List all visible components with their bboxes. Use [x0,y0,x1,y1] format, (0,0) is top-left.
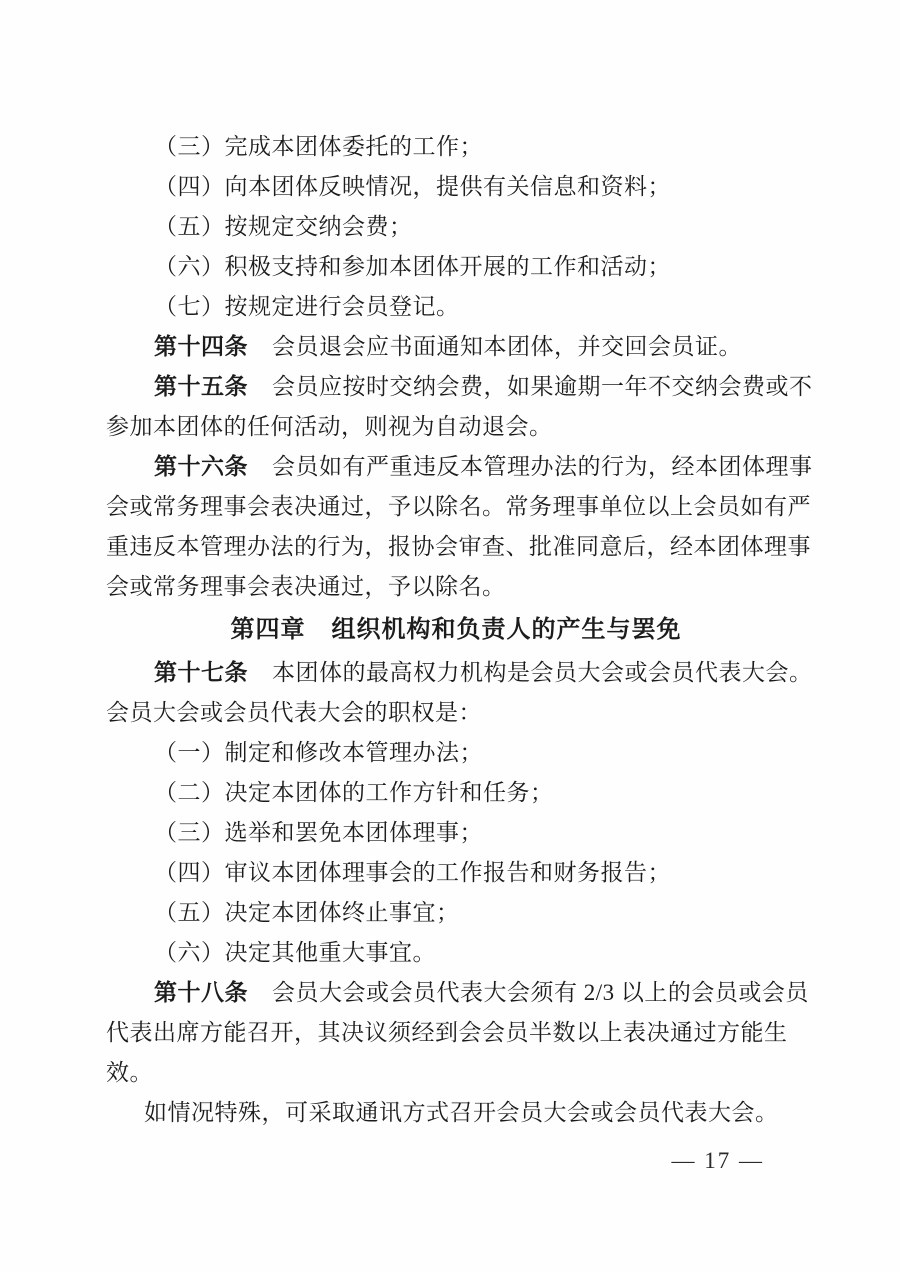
article-number: 第十五条 [154,374,248,399]
article-number: 第十七条 [154,660,248,685]
text-line [106,773,806,813]
article-text: 会员大会或会员代表大会须有 2/3 以上的会员或会员 [272,980,809,1005]
text-line [106,447,813,487]
article-text: 如情况特殊，可采取通讯方式召开会员大会或会员代表大会。 [144,1100,779,1125]
text-line [106,327,806,367]
article-text: 会员应按时交纳会费，如果逾期一年不交纳会费或不 [272,374,813,399]
text-line [106,287,806,327]
article-text: 效。 [106,1060,153,1085]
item-text: （七）按规定进行会员登记。 [154,294,460,319]
article-number: 第十八条 [154,980,248,1005]
text-line [106,973,809,1013]
item-text: （一）制定和修改本管理办法； [154,740,483,765]
text-line [106,247,806,287]
text-line [106,1053,806,1093]
document-text-block [106,127,813,1133]
text-line [106,653,813,693]
article-number: 第十六条 [154,454,248,479]
text-line [106,1093,806,1133]
text-line [106,167,806,207]
text-line [106,127,806,167]
text-line [106,1013,806,1053]
text-line [106,813,806,853]
item-text: （四）审议本团体理事会的工作报告和财务报告； [154,860,671,885]
article-text: 会员退会应书面通知本团体，并交回会员证。 [272,334,742,359]
article-text: 本团体的最高权力机构是会员大会或会员代表大会。 [272,660,813,685]
text-line [106,693,806,733]
article-text: 会员大会或会员代表大会的职权是： [106,700,482,725]
chapter-number: 第四章 [230,616,306,643]
text-line [106,853,806,893]
item-text: （五）按规定交纳会费； [154,214,413,239]
item-text: （三）选举和罢免本团体理事； [154,820,483,845]
text-line [106,933,806,973]
item-text: （六）积极支持和参加本团体开展的工作和活动； [154,254,671,279]
article-text: 会员如有严重违反本管理办法的行为，经本团体理事 [272,454,813,479]
text-line [106,487,811,527]
text-line [106,527,811,567]
text-line [106,733,806,773]
text-line [106,407,806,447]
text-line [106,207,806,247]
text-line [106,893,806,933]
text-line [106,367,813,407]
chapter-title: 组织机构和负责人的产生与罢免 [331,616,682,643]
item-text: （四）向本团体反映情况，提供有关信息和资料； [154,174,671,199]
article-number: 第十四条 [154,334,248,359]
item-text: （五）决定本团体终止事宜； [154,900,460,925]
item-text: （二）决定本团体的工作方针和任务； [154,780,554,805]
article-text: 重违反本管理办法的行为，报协会审查、批准同意后，经本团体理事 [106,534,811,559]
article-text: 会或常务理事会表决通过，予以除名。 [106,574,506,599]
item-text: （三）完成本团体委托的工作； [154,134,483,159]
article-text: 代表出席方能召开，其决议须经到会会员半数以上表决通过方能生 [106,1020,788,1045]
page-number: — 17 — [671,1148,764,1173]
article-text: 参加本团体的任何活动，则视为自动退会。 [106,414,553,439]
text-line [106,567,806,607]
article-text: 会或常务理事会表决通过，予以除名。常务理事单位以上会员如有严 [106,494,811,519]
item-text: （六）决定其他重大事宜。 [154,940,436,965]
chapter-heading [106,607,806,653]
